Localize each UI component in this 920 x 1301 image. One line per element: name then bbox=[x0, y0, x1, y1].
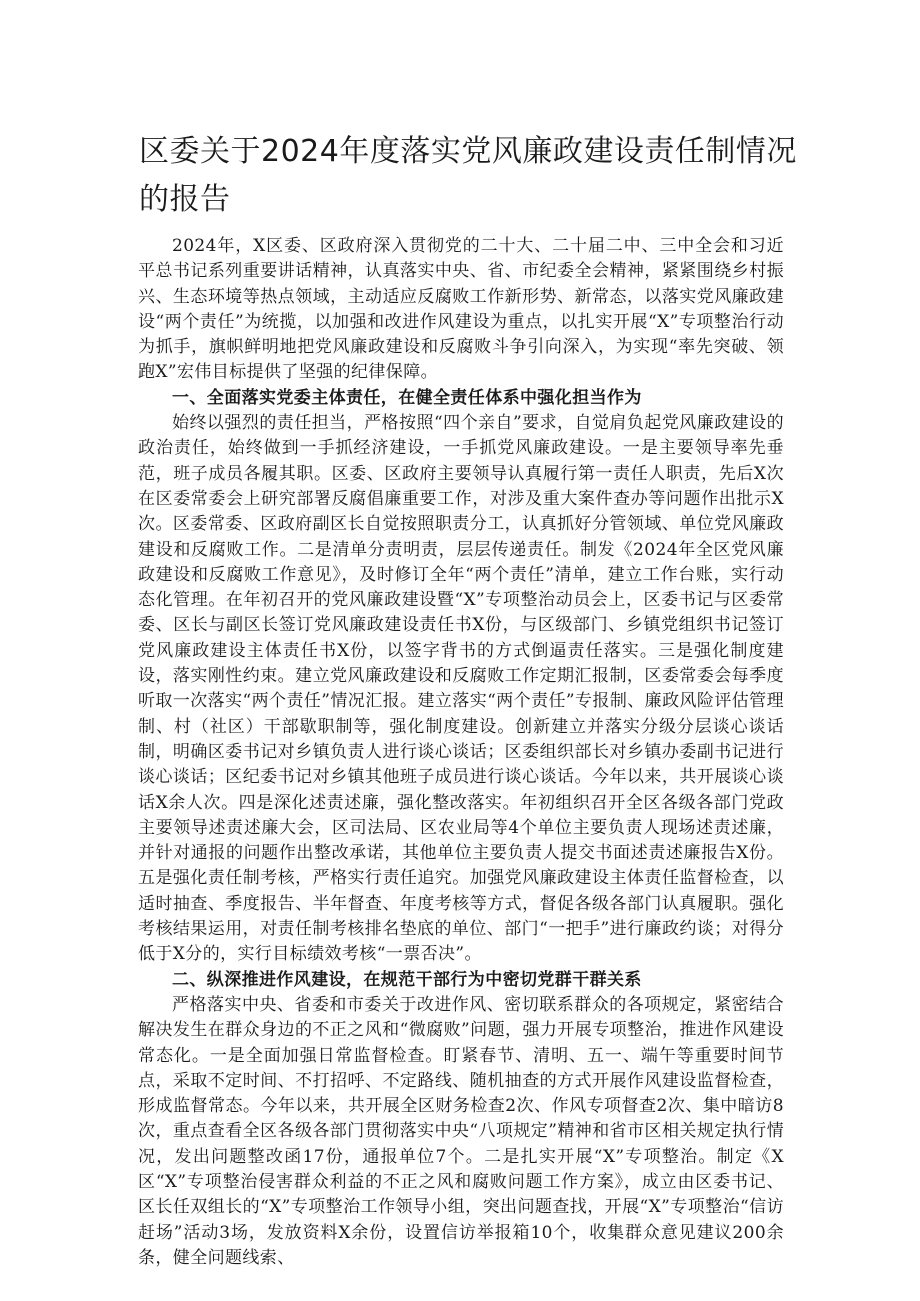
section-2-heading: 二、纵深推进作风建设，在规范干部行为中密切党群干群关系 bbox=[172, 969, 642, 990]
section-1-paragraph: 始终以强烈的责任担当，严格按照“四个亲自”要求，自觉肩负起党风廉政建设的政治责任，始终做到一手抓经济建设，一手抓党风廉政建设。一是主要领导率先垂范，班子成员各履其职。区委、区政府主要领导认真履行第一责任人职责，先后X次在区委常委会上研究部署反腐倡廉重要工作，对涉及重大案件查办等问题作出批示X次。区委常委、区政府副区长自觉按照职责分工，认真抓好分管领域、单位党风廉政建设和反腐败工作。二是清单分责明责，层层传递责任。制发《2024年全区党风廉政建设和反腐败工作意见》，及时修订全年“两个责任”清单，建立工作台账，实行动态化管理。在年初召开的党风廉政建设暨“X”专项整治动员会上，区委书记与区委常委、区长与副区长签订党风廉政建设责任书X份，与区级部门、乡镇党组织书记签订党风廉政建设主体责任书X份，以签字背书的方式倒逼责任落实。三是强化制度建设，落实刚性约束。建立党风廉政建设和反腐败工作定期汇报制，区委常委会每季度听取一次落实“两个责任”情况汇报。建立落实“两个责任”专报制、廉政风险评估管理制、村（社区）干部歇职制等，强化制度建设。创新建立并落实分级分层谈心谈话制，明确区委书记对乡镇负责人进行谈心谈话；区委组织部长对乡镇办委副书记进行谈心谈话；区纪委书记对乡镇其他班子成员进行谈心谈话。今年以来，共开展谈心谈话X余人次。四是深化述责述廉，强化整改落实。年初组织召开全区各级各部门党政主要领导述责述廉大会，区司法局、区农业局等4个单位主要负责人现场述责述廉，并针对通报的问题作出整改承诺，其他单位主要负责人提交书面述责述廉报告X份。五是强化责任制考核，严格实行责任追究。加强党风廉政建设主体责任监督检查，以适时抽查、季度报告、半年督查、年度考核等方式，督促各级各部门认真履职。强化考核结果运用，对责任制考核排名垫底的单位、部门“一把手”进行廉政约谈；对得分低于X分的，实行目标绩效考核“一票否决”。 bbox=[138, 413, 784, 965]
intro-paragraph: 2024年，X区委、区政府深入贯彻党的二十大、二十届二中、三中全会和习近平总书记系列重要讲话精神，认真落实中央、省、市纪委全会精神，紧紧围绕乡村振兴、生态环境等热点领域，主动适应反腐败工作新形势、新常态，以落实党风廉政建设“两个责任”为统揽，以加强和改进作风建设为重点，以扎实开展“X”专项整治行动为抓手，旗帜鲜明地把党风廉政建设和反腐败斗争引向深入，为实现“率先突破、领跑X”宏伟目标提供了坚强的纪律保障。 bbox=[138, 236, 784, 383]
document-title: 区委关于2024年度落实党风廉政建设责任制情况的报告 bbox=[139, 134, 797, 217]
document-body bbox=[138, 234, 784, 1271]
section-1-heading: 一、全面落实党委主体责任，在健全责任体系中强化担当作为 bbox=[172, 387, 642, 408]
section-2-paragraph: 严格落实中央、省委和市委关于改进作风、密切联系群众的各项规定，紧密结合解决发生在群众身边的不正之风和“微腐败”问题，强力开展专项整治，推进作风建设常态化。一是全面加强日常监督检查。盯紧春节、清明、五一、端午等重要时间节点，采取不定时间、不打招呼、不定路线、随机抽查的方式开展作风建设监督检查，形成监督常态。今年以来，共开展全区财务检查2次、作风专项督查2次、集中暗访8次，重点查看全区各级各部门贯彻落实中央“八项规定”精神和省市区相关规定执行情况，发出问题整改函17份，通报单位7个。二是扎实开展“X”专项整治。制定《X区“X”专项整治侵害群众利益的不正之风和腐败问题工作方案》，成立由区委书记、区长任双组长的“X”专项整治工作领导小组，突出问题查找，开展“X”专项整治“信访赶场”活动3场，发放资料X余份，设置信访举报箱10个，收集群众意见建议200余条，健全问题线索、 bbox=[138, 994, 784, 1268]
